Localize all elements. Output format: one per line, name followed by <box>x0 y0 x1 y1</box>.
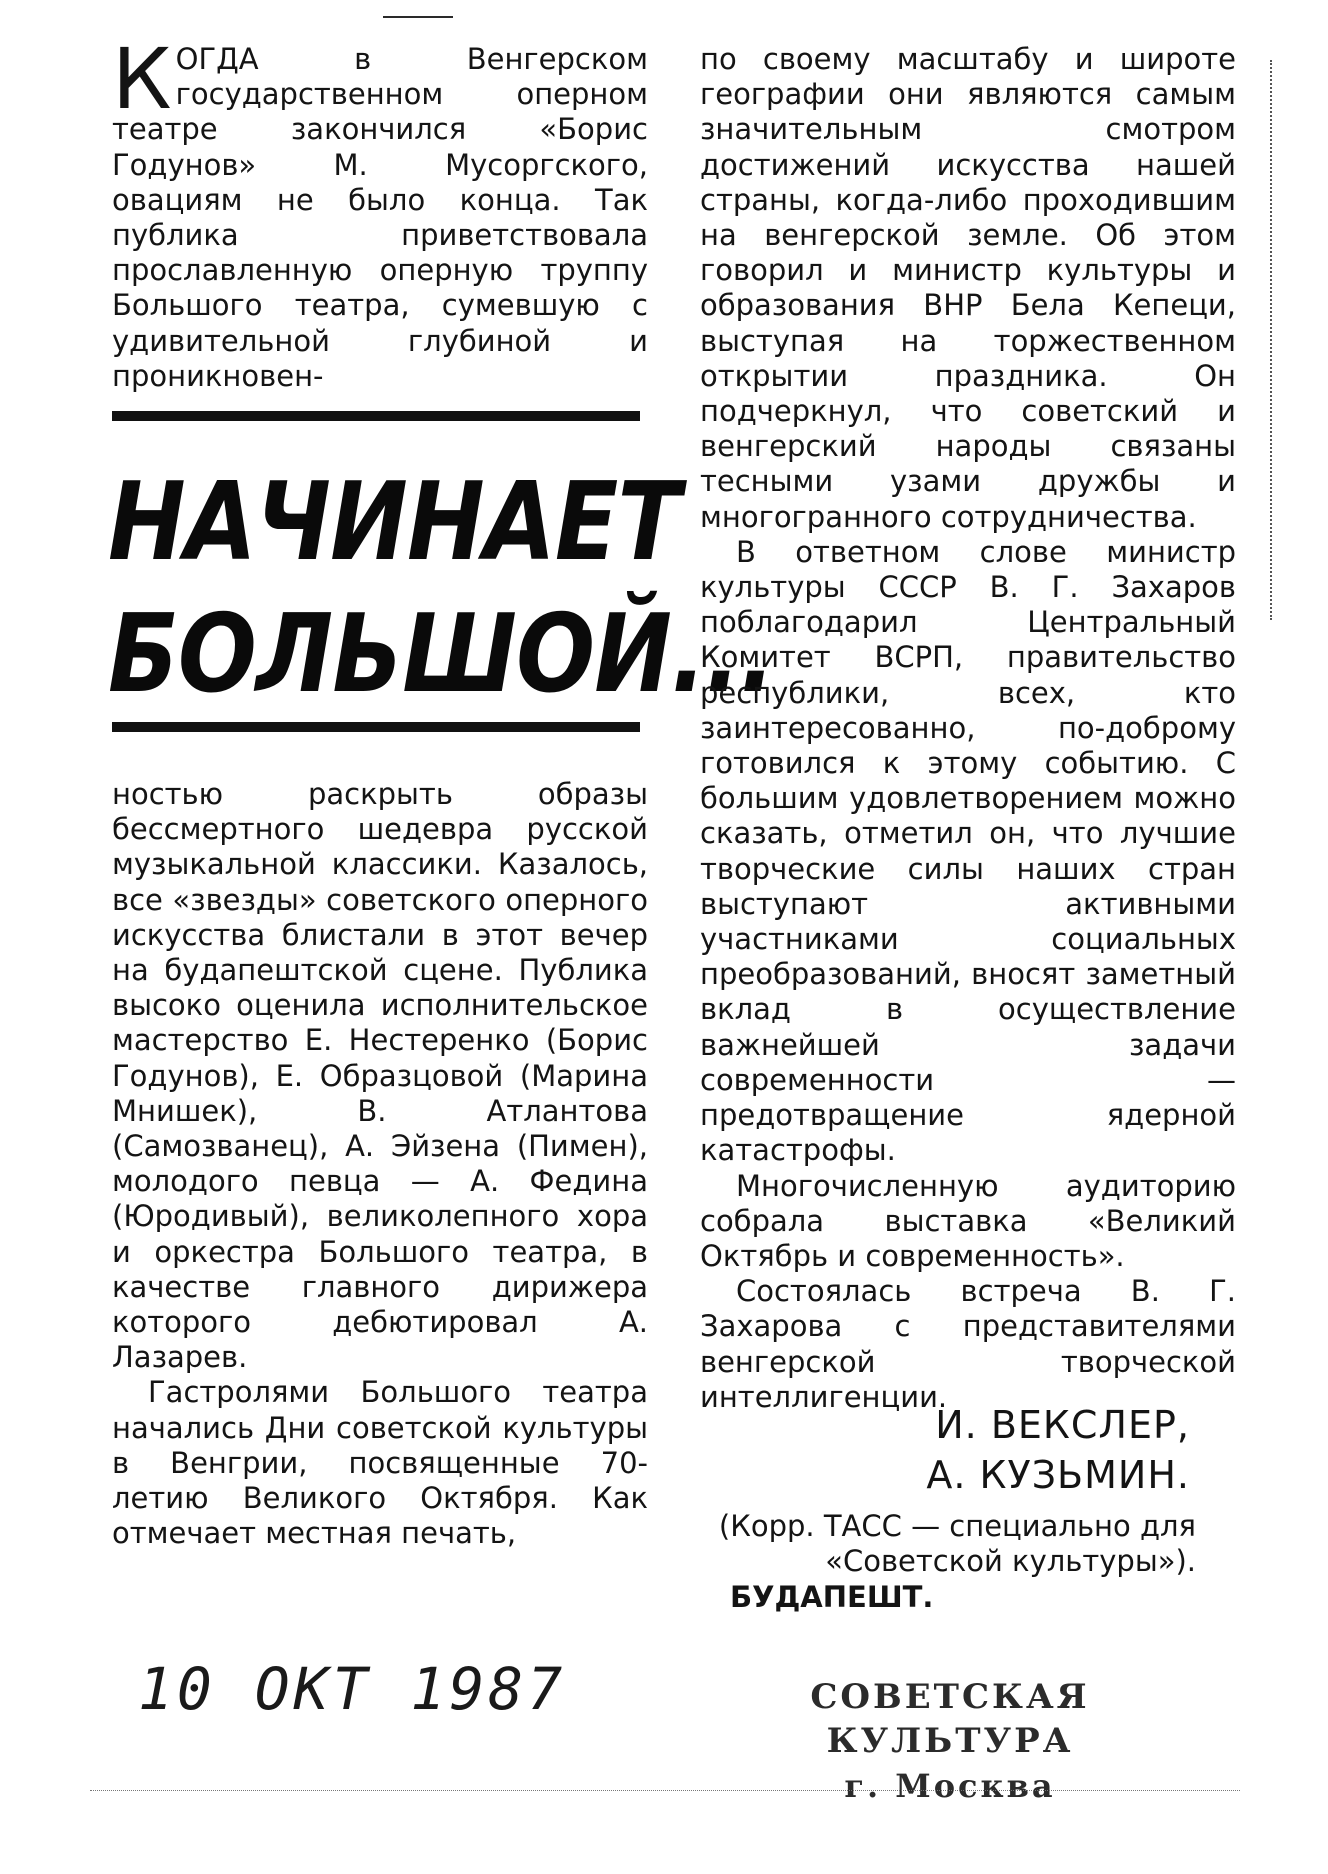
source-credit: (Корр. ТАСС — специально для «Советской культуры»). <box>718 1509 1196 1578</box>
dateline-city: БУДАПЕШТ. <box>730 1580 934 1614</box>
paragraph: В ответном слове министр культуры СССР В. Г. Захаров поблагодарил Центральный Комитет ВСРП, правительство республики, всех, кто заинтересованно, по-доброму готовился к этому событию. С большим удовлетворением можно сказать, отметил он, что лучшие творческие силы наших стран выступают активными участниками социальных преобразований, вносят заметный вклад в осуществление важнейшей задачи современности — предотвращение ядерной катастрофы. <box>700 534 1236 1168</box>
headline-rule-top <box>112 411 640 421</box>
margin-edge <box>1270 60 1274 620</box>
author-name-2: А. КУЗЬМИН. <box>926 1453 1190 1497</box>
headline-line-1: НАЧИНАЕТ <box>108 460 680 585</box>
headline-rule-bottom <box>112 722 640 732</box>
paragraph: ностью раскрыть образы бессмертного шедевра русской музыкальной классики. Казалось, все «звезды» советского оперного искусства блистали в этот вечер на будапештской сцене. Публика высоко оценила исполнительское мастерство Е. Нестеренко (Борис Годунов), Е. Образцовой (Марина Мнишек), В. Атлантова (Самозванец), А. Эйзена (Пимен), молодого певца — А. Федина (Юродивый), великолепного хора и оркестра Большого театра, в качестве главного дирижера которого дебютировал А. Лазарев. <box>112 777 648 1375</box>
publication-stamp <box>750 1675 1150 1809</box>
article-intro-text: ОГДА в Венгерском государственном оперном театре закончился «Борис Годунов» М. Мусоргского, овациям не было конца. Так публика приветствовала прославленную оперную труппу Большого театра, сумевшую с удивительной глубиной и проникновен- <box>112 42 648 393</box>
stamp-line-1: СОВЕТСКАЯ КУЛЬТУРА <box>810 1677 1090 1761</box>
article-column-2 <box>700 42 1236 1415</box>
paragraph: по своему масштабу и широте географии они являются самым значительным смотром достижений искусства нашей страны, когда-либо проходившим на венгерской земле. Об этом говорил и министр культуры и образования ВНР Бела Кепеци, выступая на торжественном открытии праздника. Он подчеркнул, что советский и венгерский народы связаны тесными узами дружбы и многогранного сотрудничества. <box>700 42 1236 534</box>
paragraph: Состоялась встреча В. Г. Захарова с представителями венгерской творческой интеллигенции. <box>700 1274 1236 1414</box>
top-rule <box>383 16 453 18</box>
bottom-edge <box>90 1790 1240 1792</box>
headline-line-2: БОЛЬШОЙ... <box>108 592 775 717</box>
stamp-line-2: г. Москва <box>844 1767 1056 1805</box>
author-name-1: И. ВЕКСЛЕР, <box>935 1403 1190 1447</box>
date-stamp: 10 ОКТ 1987 <box>138 1655 567 1723</box>
drop-cap: К <box>112 30 172 128</box>
paragraph: Многочисленную аудиторию собрала выставка «Великий Октябрь и современность». <box>700 1168 1236 1273</box>
article-column-1-top <box>112 30 648 394</box>
article-column-1-bottom <box>112 777 648 1551</box>
paragraph: Гастролями Большого театра начались Дни советской культуры в Венгрии, посвященные 70-летию Великого Октября. Как отмечает местная печать, <box>112 1375 648 1551</box>
